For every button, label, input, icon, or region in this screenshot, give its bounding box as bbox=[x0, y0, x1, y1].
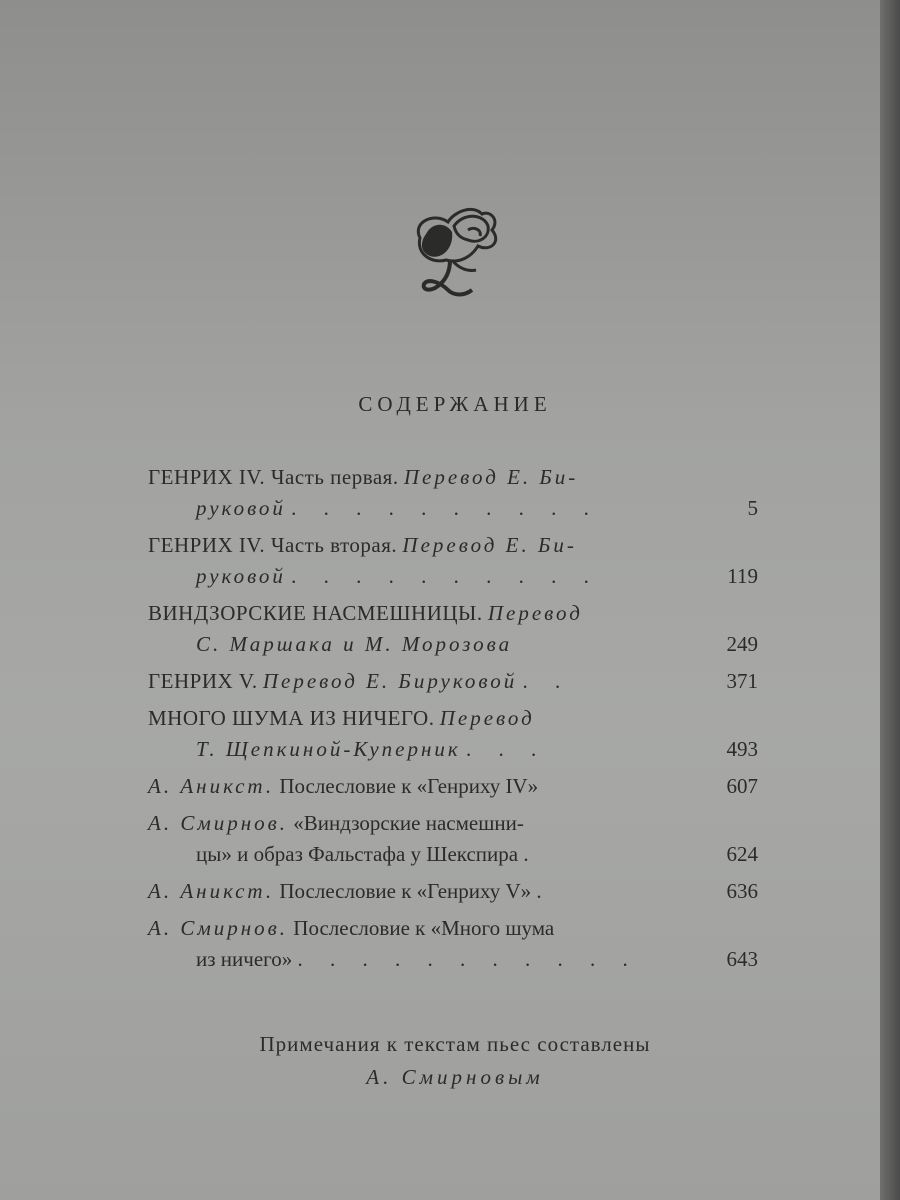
toc-entry-text: Послесловие к «Генриху V» bbox=[279, 879, 532, 903]
toc-entry-title: ГЕНРИХ V. bbox=[148, 669, 258, 693]
toc-entry-text: «Виндзорские насмешни- bbox=[293, 811, 524, 835]
toc-entry-title: ГЕНРИХ IV. Часть вторая. bbox=[148, 533, 398, 557]
toc-page-number: 249 bbox=[726, 632, 758, 656]
toc-entry-text-cont: из ничего» bbox=[196, 947, 293, 971]
dot-leader: . bbox=[536, 879, 553, 903]
toc-entry-text: Послесловие к «Много шума bbox=[293, 916, 555, 940]
toc-entry-author: А. Смирнов. bbox=[148, 811, 289, 835]
toc-entry bbox=[148, 913, 758, 975]
table-of-contents bbox=[148, 462, 758, 981]
toc-entry-translator: Перевод Е. Би- bbox=[402, 533, 577, 557]
dot-leader: . . bbox=[522, 669, 572, 693]
toc-entry bbox=[148, 462, 758, 524]
toc-entry bbox=[148, 666, 758, 697]
dot-leader: . . . bbox=[466, 737, 548, 761]
toc-entry-translator-cont: Т. Щепкиной-Куперник bbox=[196, 737, 461, 761]
contents-heading: СОДЕРЖАНИЕ bbox=[358, 392, 552, 416]
notes-credit-line: Примечания к текстам пьес составлены bbox=[259, 1032, 651, 1056]
toc-page-number: 643 bbox=[726, 947, 758, 971]
toc-entry bbox=[148, 771, 758, 802]
notes-credit bbox=[170, 1028, 740, 1094]
toc-entry-author: А. Смирнов. bbox=[148, 916, 289, 940]
book-edge bbox=[880, 0, 900, 1200]
toc-entry-translator: Перевод Е. Бируковой bbox=[262, 669, 518, 693]
dot-leader: . . . . . . . . . . . bbox=[297, 947, 639, 971]
toc-entry-translator-cont: руковой bbox=[196, 564, 286, 588]
notes-credit-author: А. Смирновым bbox=[366, 1065, 544, 1089]
toc-entry bbox=[148, 808, 758, 870]
toc-page-number: 607 bbox=[726, 774, 758, 798]
toc-entry-title: ВИНДЗОРСКИЕ НАСМЕШНИЦЫ. bbox=[148, 601, 483, 625]
leaf-flower-ornament-icon bbox=[402, 200, 512, 305]
toc-page-number: 119 bbox=[727, 564, 758, 588]
toc-page-number: 636 bbox=[726, 879, 758, 903]
toc-entry bbox=[148, 530, 758, 592]
toc-entry-translator: Перевод bbox=[487, 601, 583, 625]
toc-entry-text-cont: цы» и образ Фальстафа у Шекспира bbox=[196, 842, 519, 866]
toc-page-number: 624 bbox=[726, 842, 758, 866]
toc-entry-title: ГЕНРИХ IV. Часть первая. bbox=[148, 465, 399, 489]
toc-page-number: 371 bbox=[726, 669, 758, 693]
toc-entry bbox=[148, 598, 758, 660]
toc-entry-translator-cont: руковой bbox=[196, 496, 286, 520]
toc-entry-text: Послесловие к «Генриху IV» bbox=[279, 774, 539, 798]
toc-entry bbox=[148, 876, 758, 907]
toc-entry-translator: Перевод Е. Би- bbox=[403, 465, 579, 489]
dot-leader: . bbox=[523, 842, 540, 866]
dot-leader: . . . . . . . . . . bbox=[291, 496, 600, 520]
toc-page-number: 493 bbox=[726, 737, 758, 761]
toc-entry bbox=[148, 703, 758, 765]
toc-entry-title: МНОГО ШУМА ИЗ НИЧЕГО. bbox=[148, 706, 435, 730]
toc-entry-author: А. Аникст. bbox=[148, 879, 275, 903]
toc-entry-author: А. Аникст. bbox=[148, 774, 275, 798]
toc-page-number: 5 bbox=[747, 496, 758, 520]
toc-entry-translator: Перевод bbox=[439, 706, 535, 730]
dot-leader: . . . . . . . . . . bbox=[291, 564, 600, 588]
toc-entry-translator-cont: С. Маршака и М. Морозова bbox=[196, 632, 513, 656]
